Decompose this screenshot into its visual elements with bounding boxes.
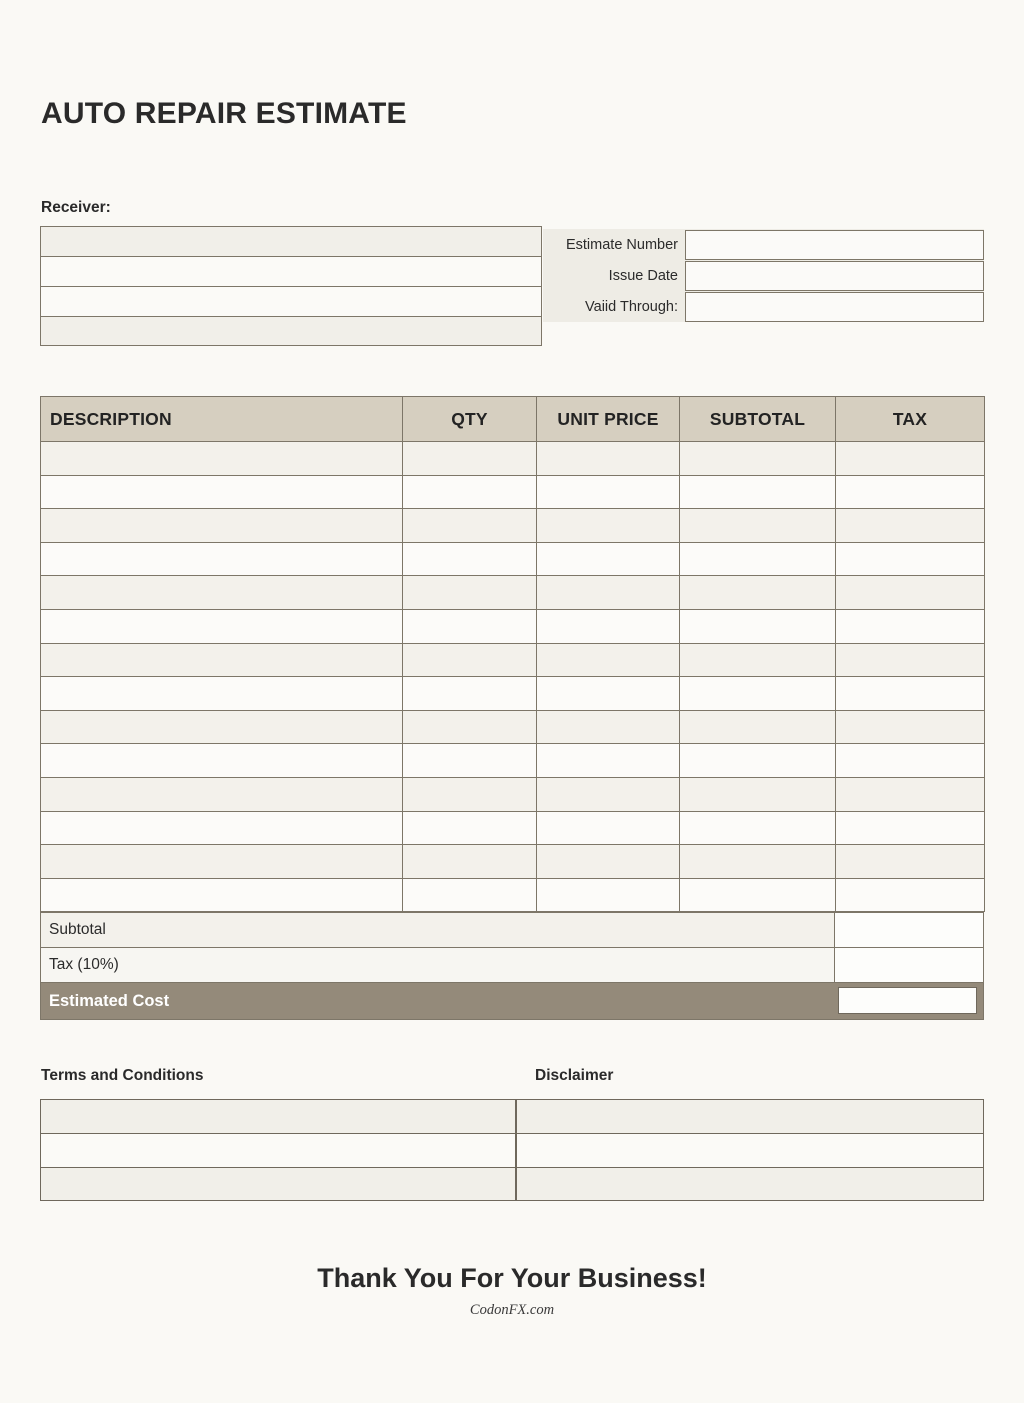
estimated-cost-row xyxy=(40,982,984,1020)
estimate-number-label: Estimate Number xyxy=(565,236,678,253)
cell-description[interactable] xyxy=(41,677,403,711)
cell-description[interactable] xyxy=(41,475,403,509)
cell-unit-price[interactable] xyxy=(537,845,680,879)
cell-unit-price[interactable] xyxy=(537,677,680,711)
column-header-unit-price: UNIT PRICE xyxy=(537,397,680,442)
line-items-table xyxy=(40,396,985,912)
cell-unit-price[interactable] xyxy=(537,475,680,509)
cell-tax[interactable] xyxy=(836,542,985,576)
cell-subtotal[interactable] xyxy=(680,609,836,643)
cell-tax[interactable] xyxy=(836,777,985,811)
cell-unit-price[interactable] xyxy=(537,509,680,543)
table-row xyxy=(41,878,985,912)
cell-description[interactable] xyxy=(41,710,403,744)
cell-tax[interactable] xyxy=(836,878,985,912)
cell-tax[interactable] xyxy=(836,811,985,845)
cell-subtotal[interactable] xyxy=(680,643,836,677)
table-row xyxy=(41,643,985,677)
cell-qty[interactable] xyxy=(403,475,537,509)
cell-unit-price[interactable] xyxy=(537,576,680,610)
cell-qty[interactable] xyxy=(403,811,537,845)
subtotal-label: Subtotal xyxy=(41,913,834,947)
disclaimer-box xyxy=(516,1099,984,1201)
subtotal-value[interactable] xyxy=(834,913,983,947)
cell-qty[interactable] xyxy=(403,878,537,912)
disclaimer-line-1[interactable] xyxy=(516,1099,984,1133)
table-row xyxy=(41,710,985,744)
estimate-meta-block xyxy=(543,229,984,322)
cell-qty[interactable] xyxy=(403,777,537,811)
column-header-qty: QTY xyxy=(403,397,537,442)
cell-tax[interactable] xyxy=(836,744,985,778)
line-items-body xyxy=(41,442,985,912)
cell-qty[interactable] xyxy=(403,442,537,476)
watermark: CodonFX.com xyxy=(469,1302,555,1318)
thank-you-message: Thank You For Your Business! xyxy=(317,1263,707,1293)
cell-description[interactable] xyxy=(41,845,403,879)
issue-date-input[interactable] xyxy=(685,261,984,291)
cell-description[interactable] xyxy=(41,744,403,778)
table-header-row xyxy=(41,397,985,442)
receiver-field-1[interactable] xyxy=(40,226,542,256)
cell-subtotal[interactable] xyxy=(680,475,836,509)
cell-tax[interactable] xyxy=(836,710,985,744)
tax-row xyxy=(40,947,984,982)
table-row xyxy=(41,509,985,543)
cell-description[interactable] xyxy=(41,442,403,476)
cell-description[interactable] xyxy=(41,643,403,677)
table-row xyxy=(41,609,985,643)
table-row xyxy=(41,475,985,509)
table-row xyxy=(41,777,985,811)
table-row xyxy=(41,677,985,711)
receiver-field-2[interactable] xyxy=(40,256,542,286)
cell-unit-price[interactable] xyxy=(537,542,680,576)
cell-subtotal[interactable] xyxy=(680,442,836,476)
valid-through-row xyxy=(543,291,984,322)
table-row xyxy=(41,811,985,845)
cell-description[interactable] xyxy=(41,777,403,811)
estimated-cost-value[interactable] xyxy=(838,987,977,1014)
cell-subtotal[interactable] xyxy=(680,542,836,576)
disclaimer-label: Disclaimer xyxy=(535,1067,614,1084)
cell-subtotal[interactable] xyxy=(680,710,836,744)
totals-block xyxy=(40,912,984,1020)
cell-subtotal[interactable] xyxy=(680,777,836,811)
terms-and-conditions-box xyxy=(40,1099,516,1201)
cell-tax[interactable] xyxy=(836,609,985,643)
column-header-tax: TAX xyxy=(836,397,985,442)
estimate-number-row xyxy=(543,229,984,260)
terms-line-1[interactable] xyxy=(40,1099,516,1133)
cell-subtotal[interactable] xyxy=(680,677,836,711)
cell-subtotal[interactable] xyxy=(680,744,836,778)
cell-unit-price[interactable] xyxy=(537,442,680,476)
column-header-subtotal: SUBTOTAL xyxy=(680,397,836,442)
cell-tax[interactable] xyxy=(836,509,985,543)
cell-unit-price[interactable] xyxy=(537,744,680,778)
cell-qty[interactable] xyxy=(403,542,537,576)
cell-description[interactable] xyxy=(41,576,403,610)
cell-description[interactable] xyxy=(41,542,403,576)
issue-date-row xyxy=(543,260,984,291)
table-row xyxy=(41,442,985,476)
cell-tax[interactable] xyxy=(836,643,985,677)
terms-line-3[interactable] xyxy=(40,1167,516,1201)
estimated-cost-label: Estimated Cost xyxy=(41,983,834,1019)
cell-qty[interactable] xyxy=(403,643,537,677)
cell-unit-price[interactable] xyxy=(537,811,680,845)
cell-qty[interactable] xyxy=(403,509,537,543)
receiver-field-3[interactable] xyxy=(40,286,542,316)
cell-description[interactable] xyxy=(41,811,403,845)
tax-label: Tax (10%) xyxy=(41,948,834,982)
valid-through-label: Vaiid Through: xyxy=(585,298,678,315)
cell-subtotal[interactable] xyxy=(680,845,836,879)
cell-qty[interactable] xyxy=(403,744,537,778)
terms-line-2[interactable] xyxy=(40,1133,516,1167)
table-row xyxy=(41,576,985,610)
table-row xyxy=(41,845,985,879)
subtotal-row xyxy=(40,912,984,947)
issue-date-label: Issue Date xyxy=(608,267,678,284)
column-header-description: DESCRIPTION xyxy=(41,397,403,442)
cell-tax[interactable] xyxy=(836,442,985,476)
cell-qty[interactable] xyxy=(403,677,537,711)
cell-description[interactable] xyxy=(41,609,403,643)
disclaimer-line-3[interactable] xyxy=(516,1167,984,1201)
cell-tax[interactable] xyxy=(836,475,985,509)
cell-tax[interactable] xyxy=(836,677,985,711)
terms-and-conditions-label: Terms and Conditions xyxy=(41,1067,204,1084)
cell-subtotal[interactable] xyxy=(680,576,836,610)
cell-qty[interactable] xyxy=(403,576,537,610)
cell-tax[interactable] xyxy=(836,845,985,879)
estimate-number-input[interactable] xyxy=(685,230,984,260)
estimated-cost-value-cell[interactable] xyxy=(834,983,983,1019)
cell-description[interactable] xyxy=(41,878,403,912)
tax-value[interactable] xyxy=(834,948,983,982)
cell-qty[interactable] xyxy=(403,710,537,744)
cell-qty[interactable] xyxy=(403,845,537,879)
receiver-block xyxy=(40,226,542,346)
valid-through-input[interactable] xyxy=(685,292,984,322)
disclaimer-line-2[interactable] xyxy=(516,1133,984,1167)
receiver-label: Receiver: xyxy=(41,199,111,216)
cell-unit-price[interactable] xyxy=(537,609,680,643)
cell-unit-price[interactable] xyxy=(537,878,680,912)
cell-unit-price[interactable] xyxy=(537,777,680,811)
page-title: AUTO REPAIR ESTIMATE xyxy=(41,97,407,130)
cell-subtotal[interactable] xyxy=(680,811,836,845)
table-row xyxy=(41,744,985,778)
cell-unit-price[interactable] xyxy=(537,643,680,677)
cell-description[interactable] xyxy=(41,509,403,543)
cell-unit-price[interactable] xyxy=(537,710,680,744)
cell-subtotal[interactable] xyxy=(680,878,836,912)
cell-subtotal[interactable] xyxy=(680,509,836,543)
cell-tax[interactable] xyxy=(836,576,985,610)
table-row xyxy=(41,542,985,576)
cell-qty[interactable] xyxy=(403,609,537,643)
receiver-field-4[interactable] xyxy=(40,316,542,346)
